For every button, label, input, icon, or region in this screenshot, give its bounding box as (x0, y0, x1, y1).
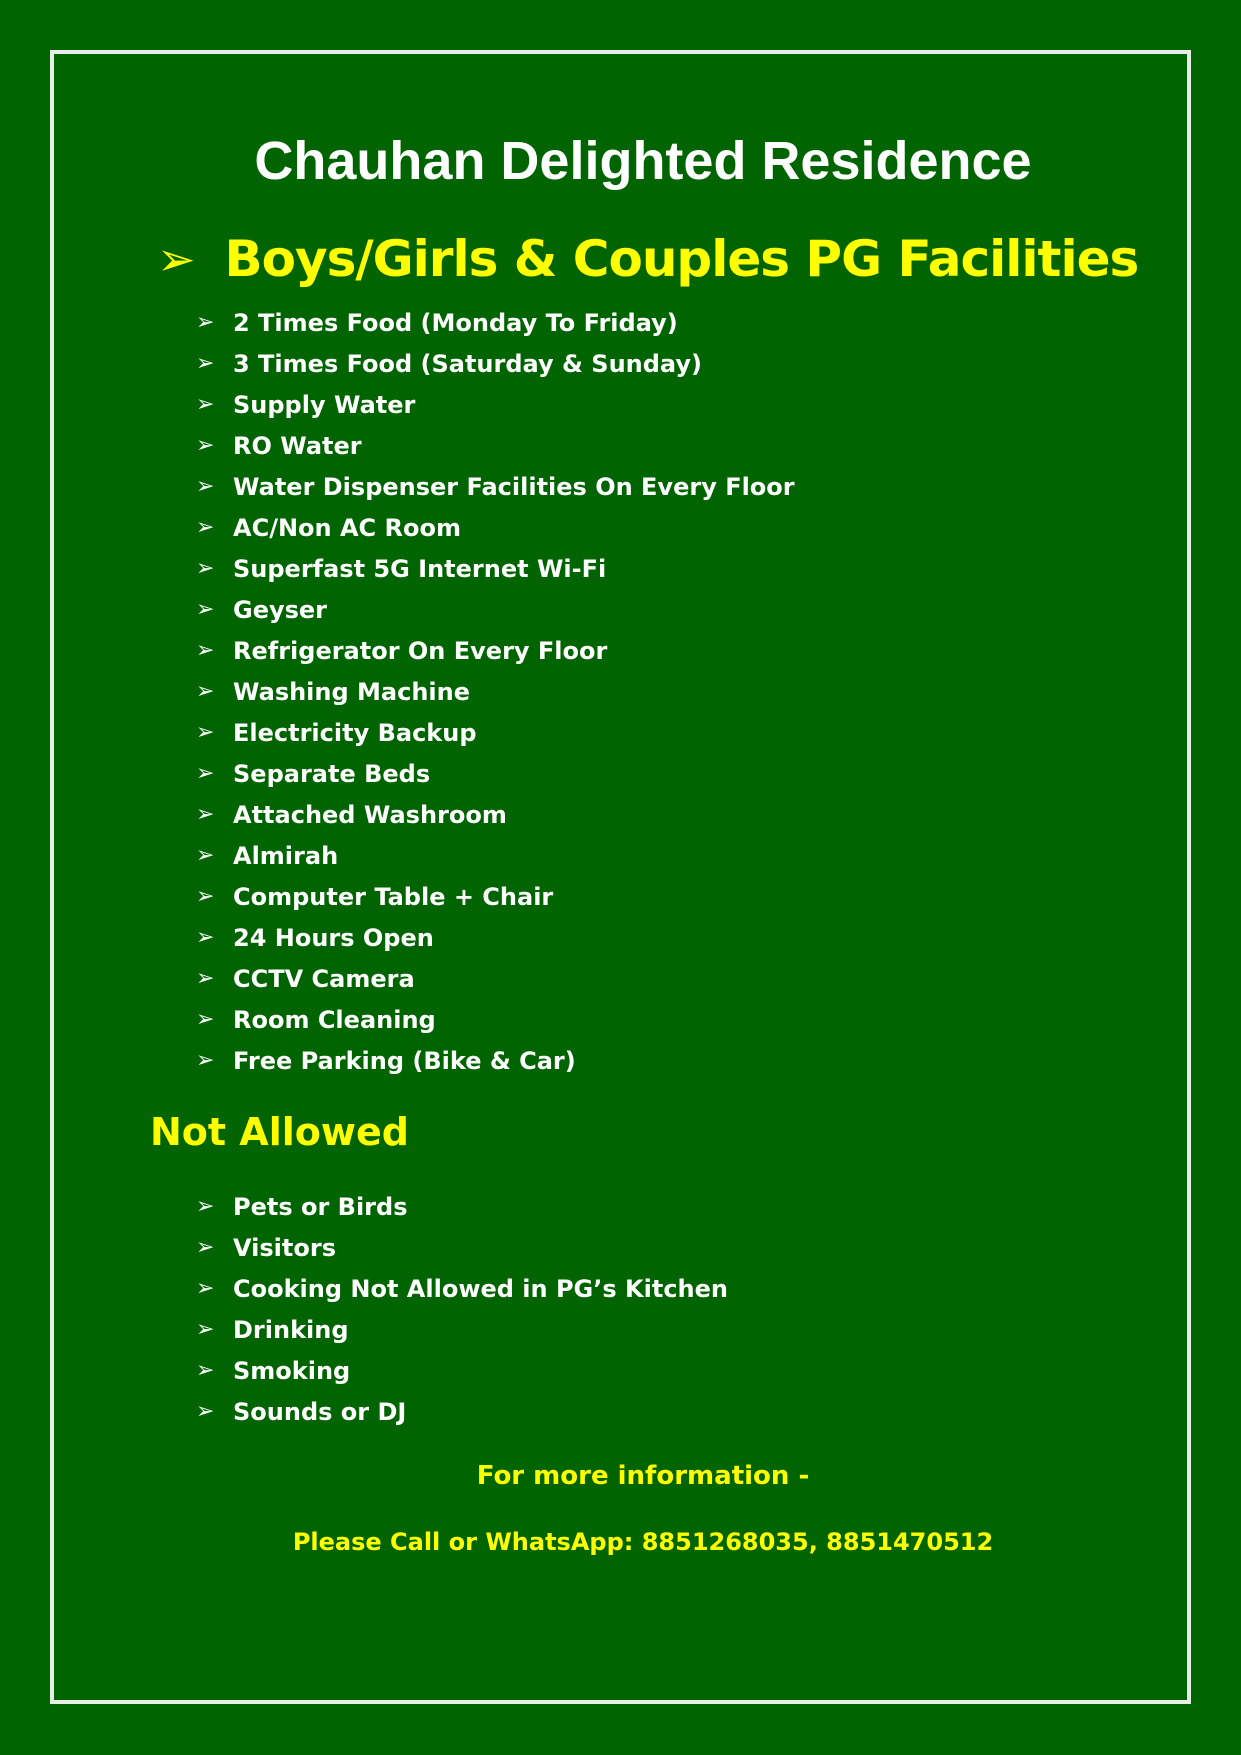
not-allowed-heading: Not Allowed (150, 1110, 409, 1154)
not-allowed-item-text: Visitors (233, 1233, 336, 1262)
facility-item (196, 425, 795, 466)
facility-item-text: Room Cleaning (233, 1005, 436, 1034)
arrowhead-bullet-icon: ➢ (196, 638, 215, 663)
arrowhead-bullet-icon: ➢ (196, 433, 215, 458)
facility-item-text: Attached Washroom (233, 800, 507, 829)
arrowhead-bullet-icon: ➢ (196, 1048, 215, 1073)
arrowhead-bullet-icon: ➢ (196, 884, 215, 909)
facility-item (196, 835, 795, 876)
arrowhead-bullet-icon: ➢ (196, 392, 215, 417)
facilities-heading-text: Boys/Girls & Couples PG Facilities (224, 230, 1139, 288)
facility-item (196, 548, 795, 589)
arrowhead-bullet-icon: ➢ (157, 232, 195, 286)
not-allowed-item (196, 1186, 728, 1227)
facility-item-text: Water Dispenser Facilities On Every Floor (233, 472, 795, 501)
facilities-list (196, 302, 795, 1081)
arrowhead-bullet-icon: ➢ (196, 843, 215, 868)
facility-item (196, 999, 795, 1040)
page-title: Chauhan Delighted Residence (254, 131, 1032, 191)
arrowhead-bullet-icon: ➢ (196, 720, 215, 745)
arrowhead-bullet-icon: ➢ (196, 761, 215, 786)
facility-item-text: AC/Non AC Room (233, 513, 461, 542)
facility-item-text: Almirah (233, 841, 339, 870)
facility-item-text: 3 Times Food (Saturday & Sunday) (233, 349, 702, 378)
not-allowed-item (196, 1227, 728, 1268)
facility-item-text: Free Parking (Bike & Car) (233, 1046, 576, 1075)
facility-item (196, 343, 795, 384)
facility-item-text: Washing Machine (233, 677, 471, 706)
arrowhead-bullet-icon: ➢ (196, 1358, 215, 1383)
facility-item-text: Refrigerator On Every Floor (233, 636, 608, 665)
arrowhead-bullet-icon: ➢ (196, 556, 215, 581)
facility-item-text: Superfast 5G Internet Wi-Fi (233, 554, 607, 583)
facility-item (196, 794, 795, 835)
facility-item (196, 630, 795, 671)
arrowhead-bullet-icon: ➢ (196, 679, 215, 704)
facility-item-text: Electricity Backup (233, 718, 477, 747)
facility-item-text: RO Water (233, 431, 362, 460)
facility-item (196, 507, 795, 548)
arrowhead-bullet-icon: ➢ (196, 597, 215, 622)
arrowhead-bullet-icon: ➢ (196, 474, 215, 499)
facility-item (196, 302, 795, 343)
facility-item (196, 958, 795, 999)
arrowhead-bullet-icon: ➢ (196, 966, 215, 991)
contact-intro: For more information - (476, 1461, 810, 1491)
facility-item-text: CCTV Camera (233, 964, 415, 993)
not-allowed-list (196, 1186, 728, 1432)
facility-item-text: Computer Table + Chair (233, 882, 554, 911)
arrowhead-bullet-icon: ➢ (196, 925, 215, 950)
arrowhead-bullet-icon: ➢ (196, 1007, 215, 1032)
facility-item (196, 917, 795, 958)
not-allowed-item-text: Pets or Birds (233, 1192, 408, 1221)
not-allowed-item-text: Sounds or DJ (233, 1397, 407, 1426)
facility-item-text: 24 Hours Open (233, 923, 434, 952)
not-allowed-item-text: Smoking (233, 1356, 351, 1385)
not-allowed-item (196, 1391, 728, 1432)
not-allowed-item (196, 1309, 728, 1350)
facility-item-text: Supply Water (233, 390, 416, 419)
facility-item-text: Separate Beds (233, 759, 431, 788)
facility-item (196, 753, 795, 794)
not-allowed-item (196, 1350, 728, 1391)
facility-item (196, 1040, 795, 1081)
arrowhead-bullet-icon: ➢ (196, 351, 215, 376)
facility-item (196, 384, 795, 425)
facility-item (196, 671, 795, 712)
arrowhead-bullet-icon: ➢ (196, 1194, 215, 1219)
arrowhead-bullet-icon: ➢ (196, 1399, 215, 1424)
arrowhead-bullet-icon: ➢ (196, 1235, 215, 1260)
not-allowed-item (196, 1268, 728, 1309)
facility-item (196, 712, 795, 753)
not-allowed-item-text: Drinking (233, 1315, 349, 1344)
contact-phone: Please Call or WhatsApp: 8851268035, 8851470512 (292, 1528, 994, 1556)
facility-item-text: Geyser (233, 595, 328, 624)
facility-item (196, 466, 795, 507)
arrowhead-bullet-icon: ➢ (196, 1317, 215, 1342)
arrowhead-bullet-icon: ➢ (196, 310, 215, 335)
arrowhead-bullet-icon: ➢ (196, 515, 215, 540)
facilities-heading (157, 225, 1138, 293)
facility-item (196, 589, 795, 630)
arrowhead-bullet-icon: ➢ (196, 802, 215, 827)
not-allowed-item-text: Cooking Not Allowed in PG’s Kitchen (233, 1274, 728, 1303)
arrowhead-bullet-icon: ➢ (196, 1276, 215, 1301)
facility-item (196, 876, 795, 917)
facility-item-text: 2 Times Food (Monday To Friday) (233, 308, 678, 337)
